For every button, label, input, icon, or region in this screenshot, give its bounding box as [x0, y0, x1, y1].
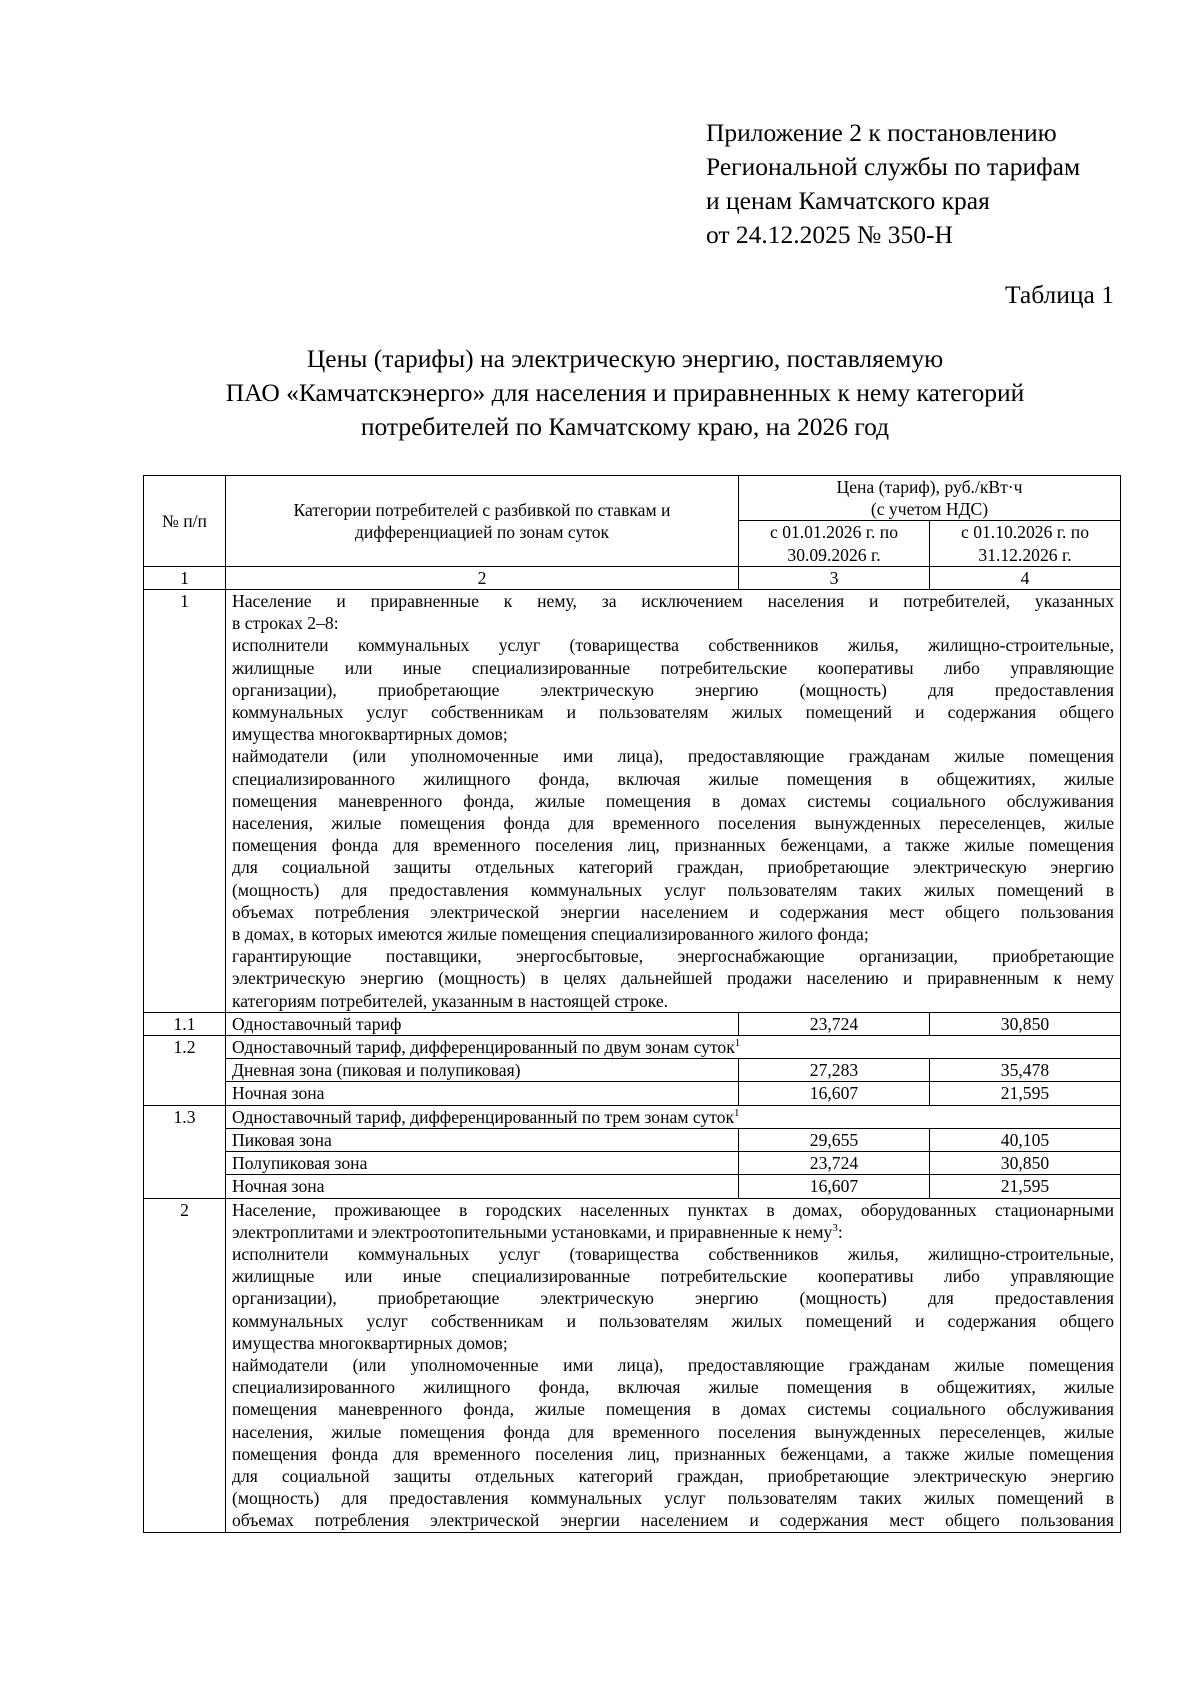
text-line: помещения фонда для временного поселения лиц, признанных беженцами, а также жилые помещения [232, 1443, 1114, 1464]
footnote-ref: 3 [832, 1221, 838, 1234]
header-row [144, 476, 1121, 521]
text-line: коммунальных услуг собственникам и пользователям жилых помещений и содержания общего [232, 702, 1114, 723]
text-line: имущества многоквартирных домов; [232, 1332, 508, 1353]
price-period-1: 16,607 [739, 1175, 930, 1198]
text-line: помещения маневренного фонда, жилые помещения в домах системы социального обслуживания [232, 790, 1114, 811]
row-num: 2 [144, 1198, 226, 1532]
header-period-2: с 01.10.2026 г. по 31.12.2026 г. [930, 521, 1121, 566]
text-line: Население, проживающее в городских населенных пунктах в домах, оборудованных стационарными [232, 1199, 1114, 1220]
title-line: потребителей по Камчатскому краю, на 2026 год [360, 412, 890, 441]
text-fragment: : [837, 1221, 843, 1242]
table-label: Таблица 1 [1004, 280, 1114, 309]
text-line: коммунальных услуг собственникам и пользователям жилых помещений и содержания общего [232, 1310, 1114, 1331]
price-period-1: 23,724 [739, 1012, 930, 1035]
row-label-text: Одноставочный тариф, дифференцированный по двум зонам суток [232, 1037, 735, 1058]
text-fragment: электроплитами и электроотопительными установками, и приравненные к нему [232, 1221, 833, 1242]
footnote-ref: 1 [734, 1106, 740, 1119]
index-cell: 1 [144, 566, 226, 589]
price-period-1: 16,607 [739, 1082, 930, 1105]
header-category: Категории потребителей с разбивкой по ставкам и дифференциацией по зонам суток [226, 476, 739, 567]
table-row [144, 1175, 1121, 1198]
zone-label: Ночная зона [226, 1082, 739, 1105]
row-label [226, 1036, 1121, 1059]
row-label: Одноставочный тариф [226, 1012, 739, 1035]
price-period-1: 27,283 [739, 1059, 930, 1082]
text-line: наймодатели (или уполномоченные ими лица), предоставляющие гражданам жилые помещения [232, 746, 1114, 767]
table-row [144, 1059, 1121, 1082]
header-num: № п/п [144, 476, 226, 567]
row-num: 1.1 [144, 1012, 226, 1035]
zone-label: Ночная зона [226, 1175, 739, 1198]
text-line [232, 1221, 1114, 1243]
text-line: объемах потребления электрической энергии населением и содержания мест общего пользования [232, 1510, 1114, 1531]
text-line: имущества многоквартирных домов; [232, 724, 508, 745]
text-line: жилищные или иные специализированные потребительские кооперативы либо управляющие [232, 657, 1114, 678]
text-line: специализированного жилищного фонда, включая жилые помещения в общежитиях, жилые [232, 1377, 1114, 1398]
header-price [739, 476, 1121, 521]
price-period-2: 30,850 [930, 1152, 1121, 1175]
text-line: объемах потребления электрической энергии населением и содержания мест общего пользования [232, 901, 1114, 922]
table-row [144, 1082, 1121, 1105]
text-line: специализированного жилищного фонда, включая жилые помещения в общежитиях, жилые [232, 768, 1114, 789]
row-num: 1.2 [144, 1036, 226, 1106]
row-num: 1 [144, 590, 226, 1013]
text-line: в домах, в которых имеются жилые помещения специализированного жилого фонда; [232, 924, 869, 945]
table-row [144, 1105, 1121, 1128]
price-period-2: 30,850 [930, 1012, 1121, 1035]
text-line: наймодатели (или уполномоченные ими лица), предоставляющие гражданам жилые помещения [232, 1354, 1114, 1375]
header-period-1: с 01.01.2026 г. по 30.09.2026 г. [739, 521, 930, 566]
text-line: населения, жилые помещения фонда для временного поселения вынужденных переселенцев, жилые [232, 1421, 1114, 1442]
footnote-ref: 1 [734, 1037, 741, 1050]
zone-label: Дневная зона (пиковая и полупиковая) [226, 1059, 739, 1082]
text-line: помещения маневренного фонда, жилые помещения в домах системы социального обслуживания [232, 1399, 1114, 1420]
zone-label: Полупиковая зона [226, 1152, 739, 1175]
price-period-2: 35,478 [930, 1059, 1121, 1082]
header-price-line: (с учетом НДС) [870, 499, 989, 520]
text-line: (мощность) для предоставления коммунальных услуг пользователям таких жилых помещений в [232, 1488, 1114, 1509]
text-line: электрическую энергию (мощность) в целях дальнейшей продажи населению и приравненным к нему [232, 968, 1114, 989]
index-row [144, 566, 1121, 589]
header-price-line: Цена (тариф), руб./кВт·ч [836, 477, 1023, 497]
price-period-1: 23,724 [739, 1152, 930, 1175]
title-line: Цены (тарифы) на электрическую энергию, поставляемую [306, 344, 944, 373]
appendix-line: и ценам Камчатского края [706, 186, 990, 215]
text-line: в строках 2–8: [232, 613, 339, 634]
text-line: жилищные или иные специализированные потребительские кооперативы либо управляющие [232, 1266, 1114, 1287]
price-period-2: 21,595 [930, 1082, 1121, 1105]
table-row [144, 1198, 1121, 1532]
text-line: Население и приравненные к нему, за исключением населения и потребителей, указанных [232, 591, 1114, 612]
text-line: для социальной защиты отдельных категорий граждан, приобретающие электрическую энергию [232, 1465, 1114, 1486]
tariff-table [143, 475, 1121, 1533]
row-label-text: Одноставочный тариф, дифференцированный по трем зонам суток [232, 1106, 735, 1127]
text-line: для социальной защиты отдельных категорий граждан, приобретающие электрическую энергию [232, 857, 1114, 878]
appendix-line: Региональной службы по тарифам [706, 152, 1081, 181]
text-line: категориям потребителей, указанным в настоящей строке. [232, 990, 669, 1011]
price-period-1: 29,655 [739, 1128, 930, 1151]
index-cell: 2 [226, 566, 739, 589]
text-line: помещения фонда для временного поселения лиц, признанных беженцами, а также жилые помещения [232, 835, 1114, 856]
row-num: 1.3 [144, 1105, 226, 1198]
index-cell: 3 [739, 566, 930, 589]
row-category-text [226, 590, 1121, 1013]
text-line: исполнители коммунальных услуг (товарищества собственников жилья, жилищно-строительные, [232, 1243, 1114, 1264]
text-line: исполнители коммунальных услуг (товарищества собственников жилья, жилищно-строительные, [232, 635, 1114, 656]
appendix-line: от 24.12.2025 № 350-Н [706, 220, 953, 249]
table-row [144, 1152, 1121, 1175]
text-line: гарантирующие поставщики, энергосбытовые, энергоснабжающие организации, приобретающие [232, 946, 1114, 967]
table-row [144, 1036, 1121, 1059]
price-period-2: 21,595 [930, 1175, 1121, 1198]
zone-label: Пиковая зона [226, 1128, 739, 1151]
table-row [144, 1128, 1121, 1151]
index-cell: 4 [930, 566, 1121, 589]
text-line: (мощность) для предоставления коммунальных услуг пользователям таких жилых помещений в [232, 879, 1114, 900]
row-label [226, 1105, 1121, 1128]
document-title [130, 342, 1120, 444]
price-period-2: 40,105 [930, 1128, 1121, 1151]
text-line: организации), приобретающие электрическую энергию (мощность) для предоставления [232, 679, 1114, 700]
row-category-text [226, 1198, 1121, 1532]
appendix-header [706, 116, 1080, 252]
table-row [144, 1012, 1121, 1035]
text-line: организации), приобретающие электрическую энергию (мощность) для предоставления [232, 1288, 1114, 1309]
table-row [144, 590, 1121, 1013]
text-line: населения, жилые помещения фонда для временного поселения вынужденных переселенцев, жилые [232, 813, 1114, 834]
appendix-line: Приложение 2 к постановлению [706, 118, 1057, 147]
title-line: ПАО «Камчатскэнерго» для населения и приравненных к нему категорий [225, 378, 1025, 407]
